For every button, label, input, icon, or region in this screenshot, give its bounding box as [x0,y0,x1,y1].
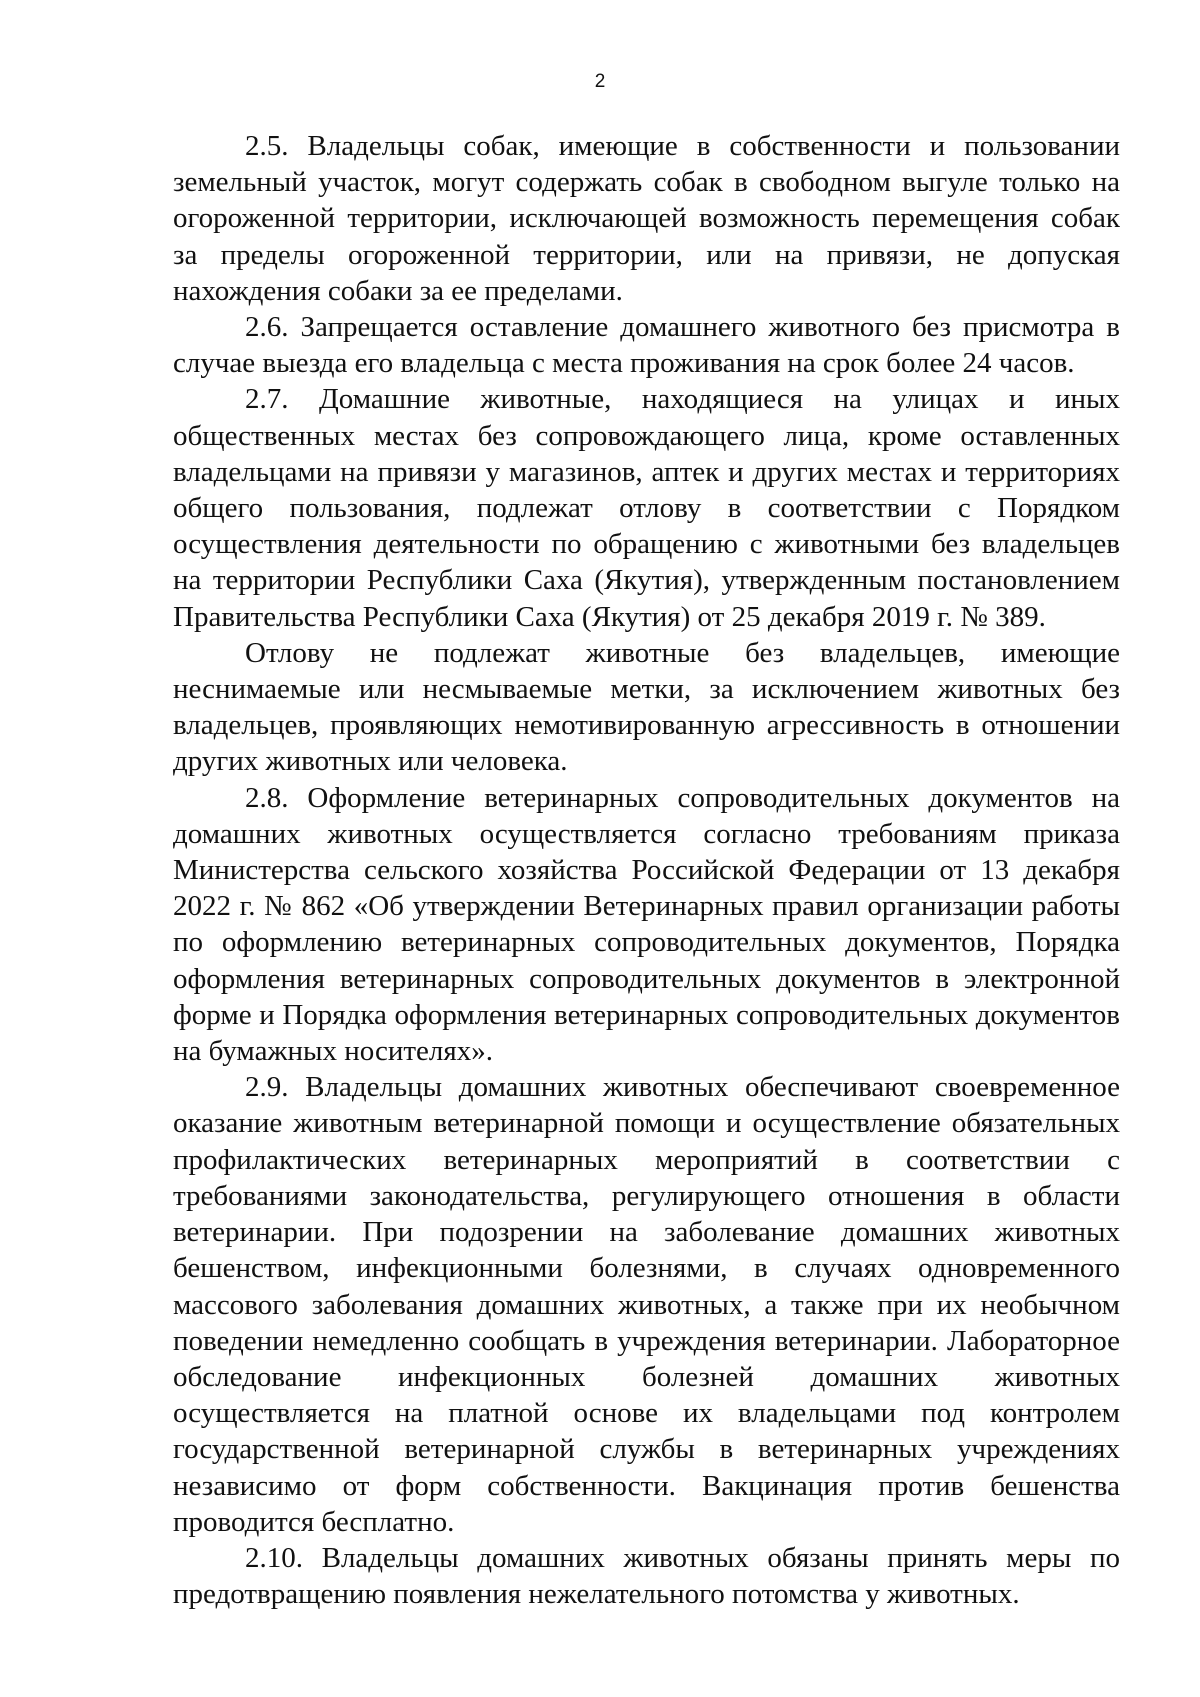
paragraph-2-9: 2.9. Владельцы домашних животных обеспечивают своевременное оказание животным ветеринарной помощи и осуществление обязательных профилактических ветеринарных мероприятий в соответствии с требованиями законодательства, регулирующего отношения в области ветеринарии. При подозрении на заболевание домашних животных бешенством, инфекционными болезнями, в случаях одновременного массового заболевания домашних животных, а также при их необычном поведении немедленно сообщать в учреждения ветеринарии. Лабораторное обследование инфекционных болезней домашних животных осуществляется на платной основе их владельцами под контролем государственной ветеринарной службы в ветеринарных учреждениях независимо от форм собственности. Вакцинация против бешенства проводится бесплатно. [173,1071,1120,1538]
paragraph-2-7: 2.7. Домашние животные, находящиеся на улицах и иных общественных местах без сопровождающего лица, кроме оставленных владельцами на привязи у магазинов, аптек и других местах и территориях общего пользования, подлежат отлову в соответствии с Порядком осуществления деятельности по обращению с животными без владельцев на территории Республики Саха (Якутия), утвержденным постановлением Правительства Республики Саха (Якутия) от 25 декабря 2019 г. № 389. [173,383,1120,633]
paragraph-2-7-catch-exception: Отлову не подлежат животные без владельцев, имеющие неснимаемые или несмываемые метки, за исключением животных без владельцев, проявляющих немотивированную агрессивность в отношении других животных или человека. [173,636,1120,778]
paragraph-2-8: 2.8. Оформление ветеринарных сопроводительных документов на домашних животных осуществляется согласно требованиям приказа Министерства сельского хозяйства Российской Федерации от 13 декабря 2022 г. № 862 «Об утверждении Ветеринарных правил организации работы по оформлению ветеринарных сопроводительных документов, Порядка оформления ветеринарных сопроводительных документов в электронной форме и Порядка оформления ветеринарных сопроводительных документов на бумажных носителях». [173,781,1120,1068]
document-body [173,128,1120,1612]
paragraph-2-10: 2.10. Владельцы домашних животных обязаны принять меры по предотвращению появления нежелательного потомства у животных. [173,1541,1120,1611]
paragraph-2-5: 2.5. Владельцы собак, имеющие в собственности и пользовании земельный участок, могут содержать собак в свободном выгуле только на огороженной территории, исключающей возможность перемещения собак за пределы огороженной территории, или на привязи, не допуская нахождения собаки за ее пределами. [173,130,1120,307]
paragraph-2-6: 2.6. Запрещается оставление домашнего животного без присмотра в случае выезда его владельца с места проживания на срок более 24 часов. [173,311,1120,380]
page-number: 2 [594,71,606,92]
